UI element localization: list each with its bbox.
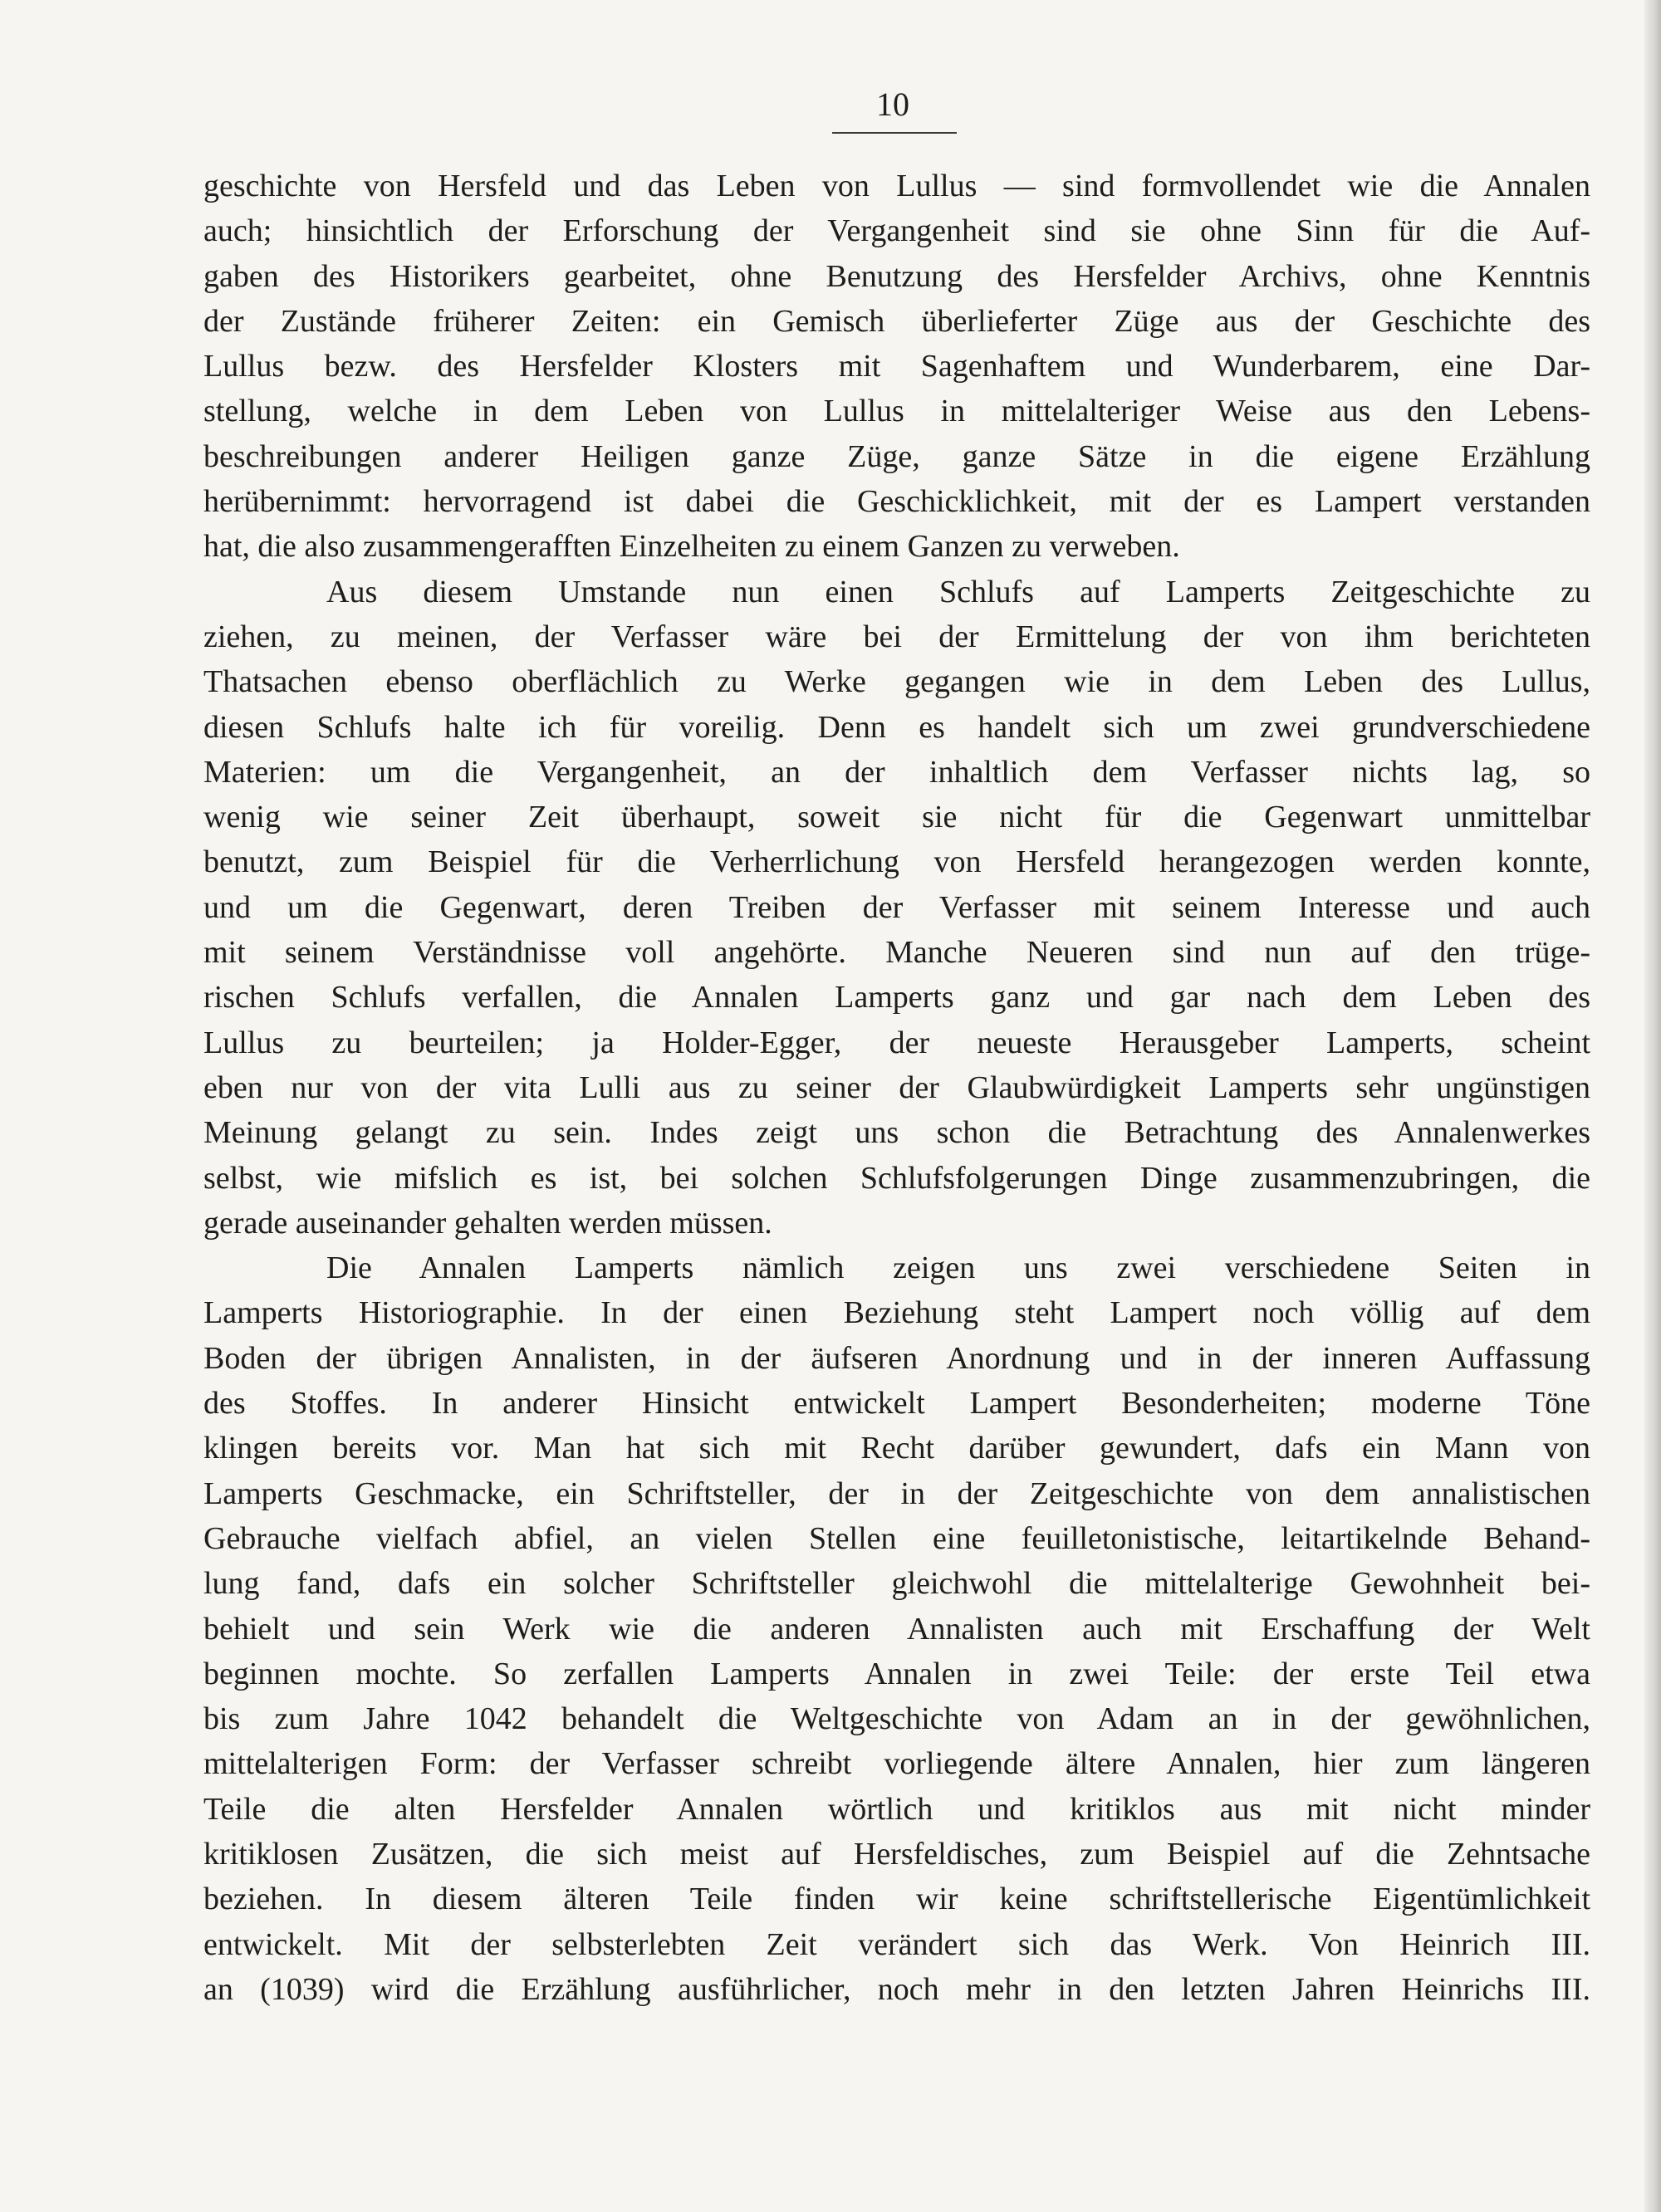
page-number-rule <box>832 132 957 134</box>
text-line: geschichte von Hersfeld und das Leben von Lullus — sind formvollendet wie die Annalen <box>203 169 1590 203</box>
text-line: Boden der übrigen Annalisten, in der äufseren Anordnung und in der inneren Auffassung <box>203 1340 1590 1376</box>
text-line: Die Annalen Lamperts nämlich zeigen uns zwei verschiedene Seiten in <box>326 1250 1590 1286</box>
text-line: Lamperts Historiographie. In der einen Beziehung steht Lampert noch völlig auf dem <box>203 1295 1590 1331</box>
text-line: herübernimmt: hervorragend ist dabei die Geschicklichkeit, mit der es Lampert verstanden <box>203 484 1590 520</box>
text-line: Gebrauche vielfach abfiel, an vielen Stellen eine feuilletonistische, leitartikelnde Behand- <box>203 1520 1590 1556</box>
text-line: mit seinem Verständnisse voll angehörte. Manche Neueren sind nun auf den trüge- <box>203 935 1590 971</box>
text-line: entwickelt. Mit der selbsterlebten Zeit verändert sich das Werk. Von Heinrich III. <box>203 1926 1590 1962</box>
text-line: des Stoffes. In anderer Hinsicht entwickelt Lampert Besonderheiten; moderne Töne <box>203 1386 1590 1422</box>
text-line: Lullus zu beurteilen; ja Holder-Egger, der neueste Herausgeber Lamperts, scheint <box>203 1025 1590 1060</box>
text-line: gerade auseinander gehalten werden müssen. <box>203 1205 772 1241</box>
scan-page-edge <box>1644 0 1661 2212</box>
text-line: beziehen. In diesem älteren Teile finden wir keine schriftstellerische Eigentümlichkeit <box>203 1882 1590 1917</box>
text-line: Aus diesem Umstande nun einen Schlufs auf Lamperts Zeitgeschichte zu <box>326 574 1590 609</box>
text-line: und um die Gegenwart, deren Treiben der Verfasser mit seinem Interesse und auch <box>203 889 1590 925</box>
text-line: kritiklosen Zusätzen, die sich meist auf Hersfeldisches, zum Beispiel auf die Zehntsache <box>203 1836 1590 1872</box>
text-line: der Zustände früherer Zeiten: ein Gemisch überlieferter Züge aus der Geschichte des <box>203 303 1590 339</box>
text-line: selbst, wie mifslich es ist, bei solchen Schlufsfolgerungen Dinge zusammenzubringen, die <box>203 1160 1590 1196</box>
text-line: Lamperts Geschmacke, ein Schriftsteller, der in der Zeitgeschichte von dem annalistischen <box>203 1475 1590 1511</box>
text-line: wenig wie seiner Zeit überhaupt, soweit sie nicht für die Gegenwart unmittelbar <box>203 800 1590 835</box>
text-line: mittelalterigen Form: der Verfasser schreibt vorliegende ältere Annalen, hier zum längeren <box>203 1746 1590 1782</box>
text-line: klingen bereits vor. Man hat sich mit Recht darüber gewundert, dafs ein Mann von <box>203 1431 1590 1466</box>
text-line: bis zum Jahre 1042 behandelt die Weltgeschichte von Adam an in der gewöhnlichen, <box>203 1701 1590 1737</box>
text-line: lung fand, dafs ein solcher Schriftsteller gleichwohl die mittelalterige Gewohnheit bei- <box>203 1566 1590 1602</box>
text-line: Meinung gelangt zu sein. Indes zeigt uns schon die Betrachtung des Annalenwerkes <box>203 1115 1590 1151</box>
text-line: beginnen mochte. So zerfallen Lamperts Annalen in zwei Teile: der erste Teil etwa <box>203 1656 1590 1691</box>
text-line: benutzt, zum Beispiel für die Verherrlichung von Hersfeld herangezogen werden konnte, <box>203 844 1590 880</box>
text-line: auch; hinsichtlich der Erforschung der Vergangenheit sind sie ohne Sinn für die Auf- <box>203 213 1590 249</box>
body-text <box>203 164 1590 2012</box>
text-line: Thatsachen ebenso oberflächlich zu Werke gegangen wie in dem Leben des Lullus, <box>203 664 1590 700</box>
page-number: 10 <box>876 86 909 123</box>
text-line: stellung, welche in dem Leben von Lullus in mittelalteriger Weise aus den Lebens- <box>203 394 1590 429</box>
text-line: behielt und sein Werk wie die anderen Annalisten auch mit Erschaffung der Welt <box>203 1611 1590 1647</box>
text-line: hat, die also zusammengerafften Einzelheiten zu einem Ganzen zu verweben. <box>203 529 1180 565</box>
text-line: rischen Schlufs verfallen, die Annalen Lamperts ganz und gar nach dem Leben des <box>203 980 1590 1015</box>
text-line: an (1039) wird die Erzählung ausführlicher, noch mehr in den letzten Jahren Heinrichs III. <box>203 1971 1590 2007</box>
text-line: Materien: um die Vergangenheit, an der inhaltlich dem Verfasser nichts lag, so <box>203 754 1590 790</box>
text-line: Lullus bezw. des Hersfelder Klosters mit Sagenhaftem und Wunderbarem, eine Dar- <box>203 349 1590 384</box>
text-line: diesen Schlufs halte ich für voreilig. Denn es handelt sich um zwei grundverschiedene <box>203 709 1590 745</box>
text-line: ziehen, zu meinen, der Verfasser wäre bei der Ermittelung der von ihm berichteten <box>203 619 1590 654</box>
text-line: beschreibungen anderer Heiligen ganze Züge, ganze Sätze in die eigene Erzählung <box>203 438 1590 474</box>
text-line: eben nur von der vita Lulli aus zu seiner der Glaubwürdigkeit Lamperts sehr ungünstigen <box>203 1069 1590 1105</box>
text-line: Teile die alten Hersfelder Annalen wörtlich und kritiklos aus mit nicht minder <box>203 1791 1590 1827</box>
text-line: gaben des Historikers gearbeitet, ohne Benutzung des Hersfelder Archivs, ohne Kenntnis <box>203 258 1590 294</box>
